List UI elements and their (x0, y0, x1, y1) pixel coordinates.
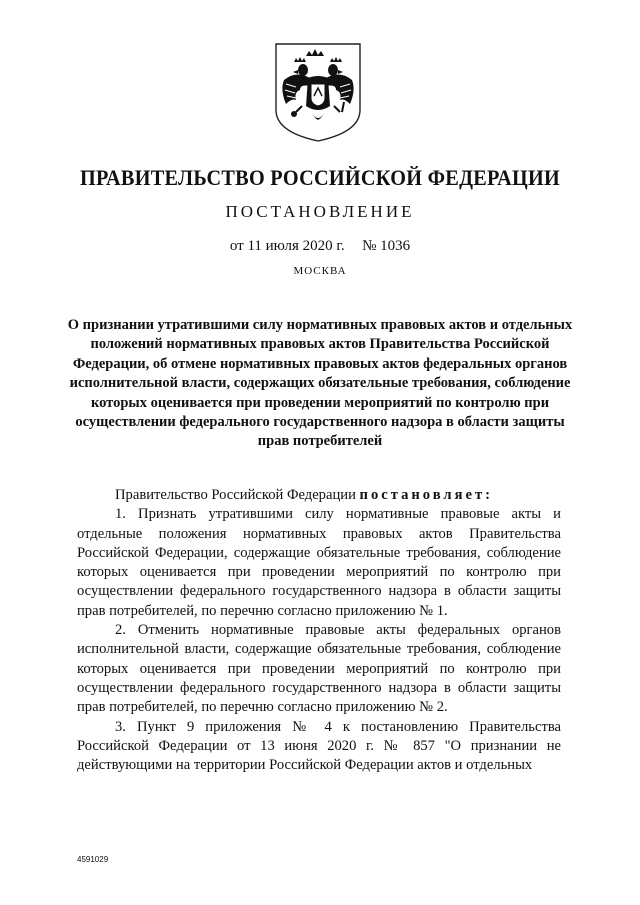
paragraph-1: 1. Признать утратившими силу нормативные правовые акты и отдельные положения нормативных правовых актов Правительства Российской Федерации, содержащие обязательные требования, соблюдение которых оценивается при проведении мероприятий по контролю при осуществлении федерального государственного надзора в области защиты прав потребителей, по перечню согласно приложению № 1. (77, 506, 561, 619)
document-subject: О признании утратившими силу нормативных правовых актов и отдельных положений нормативных правовых актов Правительства Российской Федерации, об отмене нормативных правовых актов федеральных органов исполнительной власти, содержащих обязательные требования, соблюдение которых оценивается при проведении мероприятий по контролю при осуществлении федерального государственного надзора в области защиты прав потребителей (67, 317, 573, 450)
enacting-clause-verb: постановляет: (359, 487, 493, 503)
document-barcode-number: 4591029 (77, 855, 109, 864)
number-sign: № (362, 238, 377, 254)
document-date: 11 июля 2020 г. (247, 238, 345, 254)
date-prefix: от (229, 238, 244, 254)
document-kind: ПОСТАНОВЛЕНИЕ (225, 202, 415, 221)
paragraph-2: 2. Отменить нормативные правовые акты федеральных органов исполнительной власти, содержащие обязательные требования, соблюдение которых оценивается при проведении мероприятий по контролю при осуществлении федерального государственного надзора в области защиты прав потребителей, по перечню согласно приложению № 2. (77, 622, 561, 716)
document-date-line (0, 238, 640, 255)
paragraph-3: 3. Пункт 9 приложения № 4 к постановлению Правительства Российской Федерации от 13 июня 2020 г. № 857 "О признании не действующими на территории Российской Федерации актов и отдельных (77, 718, 561, 774)
document-city: МОСКВА (293, 265, 347, 277)
document-body (77, 486, 561, 775)
enacting-clause-subject: Правительство Российской Федерации (115, 487, 356, 503)
document-number: 1036 (380, 238, 411, 254)
russian-coat-of-arms-icon (270, 40, 366, 144)
government-title: ПРАВИТЕЛЬСТВО РОССИЙСКОЙ ФЕДЕРАЦИИ (79, 165, 561, 190)
enacting-clause (77, 486, 561, 505)
